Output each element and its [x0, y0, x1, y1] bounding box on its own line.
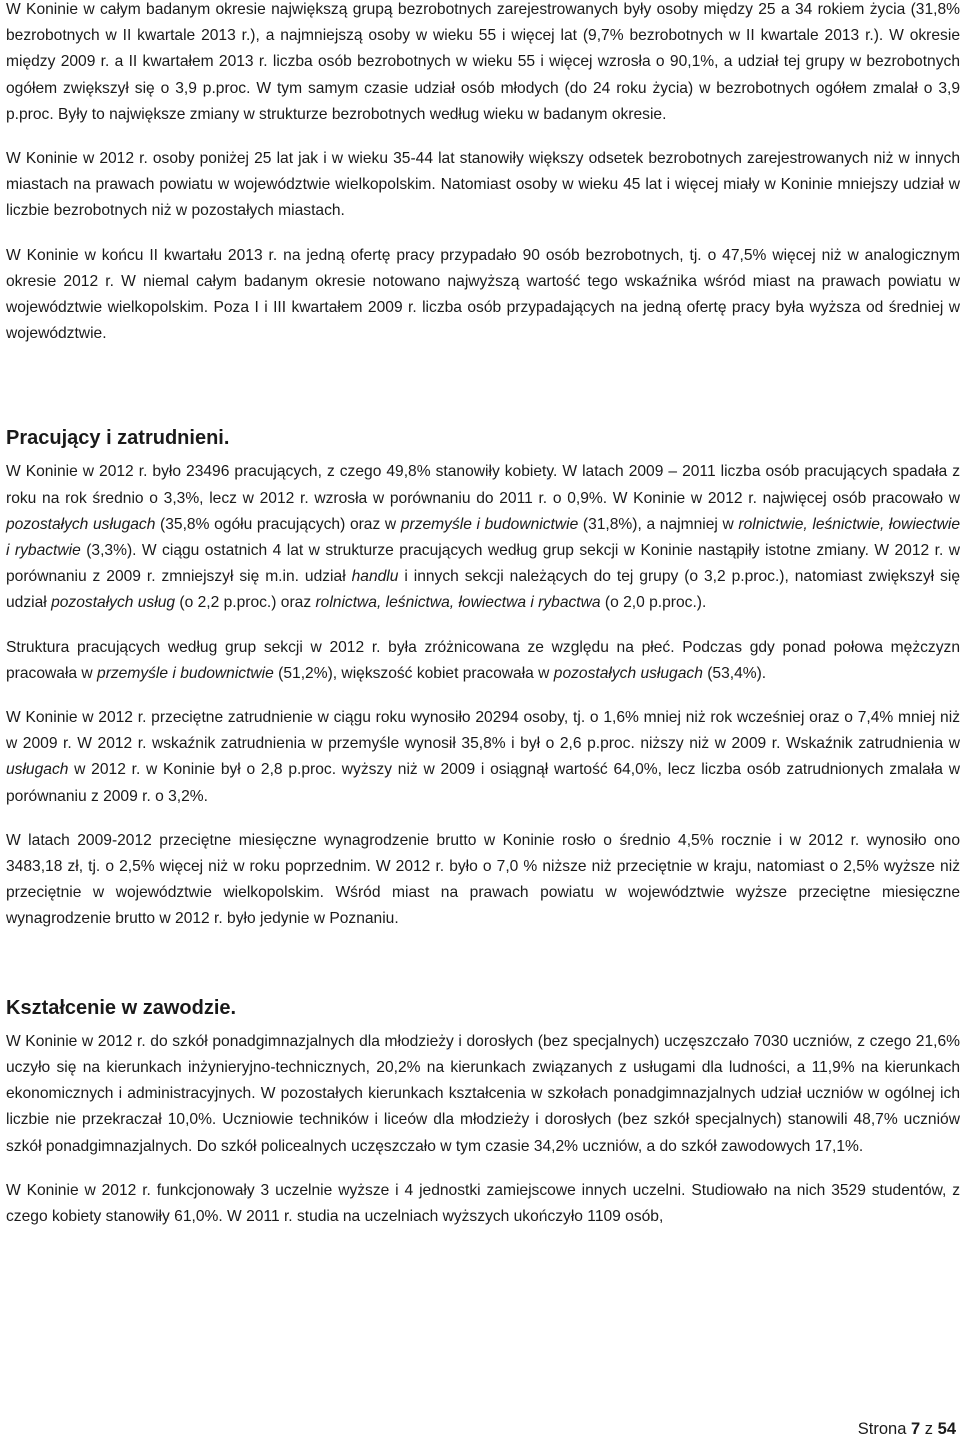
- page-number-footer: Strona 7 z 54: [857, 1420, 956, 1438]
- section-heading-education: Kształcenie w zawodzie.: [6, 996, 237, 1019]
- spacer: [6, 951, 960, 995]
- paragraph-employment-gender: Struktura pracujących według grup sekcji w 2012 r. była zróżnicowana ze względu na płeć. Podczas gdy ponad połowa mężczyzn pracowała w przemyśle i budownictwie (51,2%), większość kobiet pracowała w pozostałych usługach (53,4%).: [6, 638, 960, 682]
- paragraph-vocational-schools: W Koninie w 2012 r. do szkół ponadgimnazjalnych dla młodzieży i dorosłych (bez specjalnych) uczęszczało 7030 uczniów, z czego 21,6% uczyło się na kierunkach inżynieryjno-technicznych, 20,2% na kierunkach związanych z usługami dla ludności, a 11,9% na kierunkach ekonomicznych i administracyjnych. W pozostałych kierunkach kształcenia w szkołach ponadgimnazjalnych udział uczniów w ogólnej ich liczbie nie przekraczał 10,0%. Uczniowie techników i liceów dla młodzieży i dorosłych (bez szkół specjalnych) stanowili 48,7% uczniów szkół ponadgimnazjalnych. Do szkół policealnych uczęszczało w tym czasie 34,2% uczniów, a do szkół zawodowych 17,1%.: [6, 1032, 960, 1155]
- paragraph-employment-average: W Koninie w 2012 r. przeciętne zatrudnienie w ciągu roku wynosiło 20294 osoby, tj. o 1,6% mniej niż rok wcześniej oraz o 7,4% mniej niż w 2009 r. W 2012 r. wskaźnik zatrudnienia w przemyśle wynosił 35,8% i był o 2,6 p.proc. niższy niż w 2009 r. Wskaźnik zatrudnienia w usługach w 2012 r. w Koninie był o 2,8 p.proc. wyższy niż w 2009 i osiągnął wartość 64,0%, lecz liczba osób zatrudnionych zmalała w porównaniu z 2009 r. o 3,2%.: [6, 709, 960, 805]
- paragraph-universities: W Koninie w 2012 r. funkcjonowały 3 uczelnie wyższe i 4 jednostki zamiejscowe innych uczelni. Studiowało na nich 3529 studentów, z czego kobiety stanowiły 61,0%. W 2011 r. studia na uczelniach wyższych ukończyło 1109 osób,: [6, 1181, 960, 1225]
- spacer: [6, 365, 960, 425]
- paragraph-unemployment-comparison: W Koninie w 2012 r. osoby poniżej 25 lat jak i w wieku 35-44 lat stanowiły większy odsetek bezrobotnych zarejestrowanych niż w innych miastach na prawach powiatu w województwie wielkopolskim. Natomiast osoby w wieku 45 lat i więcej miały w Koninie mniejszy udział w liczbie bezrobotnych niż w pozostałych miastach.: [6, 150, 960, 220]
- paragraph-employment-structure: W Koninie w 2012 r. było 23496 pracujących, z czego 49,8% stanowiły kobiety. W latach 2009 – 2011 liczba osób pracujących spadała z roku na rok średnio o 3,3%, lecz w 2012 r. wzrosła w porównaniu do 2011 r. o 0,9%. W Koninie w 2012 r. najwięcej osób pracowało w pozostałych usługach (35,8% ogółu pracujących) oraz w przemyśle i budownictwie (31,8%), a najmniej w rolnictwie, leśnictwie, łowiectwie i rybactwie (3,3%). W ciągu ostatnich 4 lat w strukturze pracujących według grup sekcji w Koninie nastąpiły istotne zmiany. W 2012 r. w porównaniu z 2009 r. zmniejszył się m.in. udział handlu i innych sekcji należących do tej grupy (o 3,2 p.proc.), natomiast zwiększył się udział pozostałych usług (o 2,2 p.proc.) oraz rolnictwa, leśnictwa, łowiectwa i rybactwa (o 2,0 p.proc.).: [6, 463, 960, 612]
- paragraph-wages: W latach 2009-2012 przeciętne miesięczne wynagrodzenie brutto w Koninie rosło o średnio 4,5% rocznie i w 2012 r. wynosiło ono 3483,18 zł, tj. o 2,5% więcej niż w roku poprzednim. W 2012 r. było o 7,0 % niższe niż przeciętnie w kraju, natomiast o 2,5% wyższe niż przeciętnie w województwie wielkopolskim. Wśród miast na prawach powiatu w województwie wyższe przeciętne miesięczne wynagrodzenie brutto w 2012 r. było jedynie w Poznaniu.: [6, 831, 960, 928]
- paragraph-job-offers: W Koninie w końcu II kwartału 2013 r. na jedną ofertę pracy przypadało 90 osób bezrobotnych, tj. o 47,5% więcej niż w analogicznym okresie 2012 r. W niemal całym badanym okresie notowano najwyższą wartość tego wskaźnika wśród miast na prawach powiatu w województwie wielkopolskim. Poza I i III kwartałem 2009 r. liczba osób przypadających na jedną ofertę pracy była wyższa od średniej w województwie.: [6, 246, 960, 343]
- section-heading-employment: Pracujący i zatrudnieni.: [6, 427, 230, 450]
- paragraph-unemployment-age: W Koninie w całym badanym okresie największą grupą bezrobotnych zarejestrowanych były osoby między 25 a 34 rokiem życia (31,8% bezrobotnych w II kwartale 2013 r.), a najmniejszą osoby w wieku 55 i więcej lat (9,7% bezrobotnych w II kwartale 2013 r.). W okresie między 2009 r. a II kwartałem 2013 r. liczba osób bezrobotnych w wieku 55 i więcej wzrosła o 90,1%, a udział tej grupy w bezrobotnych ogółem zwiększył się o 3,9 p.proc. W tym samym czasie udział osób młodych (do 24 roku życia) w bezrobotnych ogółem zmalał o 3,9 p.proc. Były to największe zmiany w strukturze bezrobotnych według wieku w badanym okresie.: [6, 1, 960, 123]
- document-page: [6, 0, 960, 1248]
